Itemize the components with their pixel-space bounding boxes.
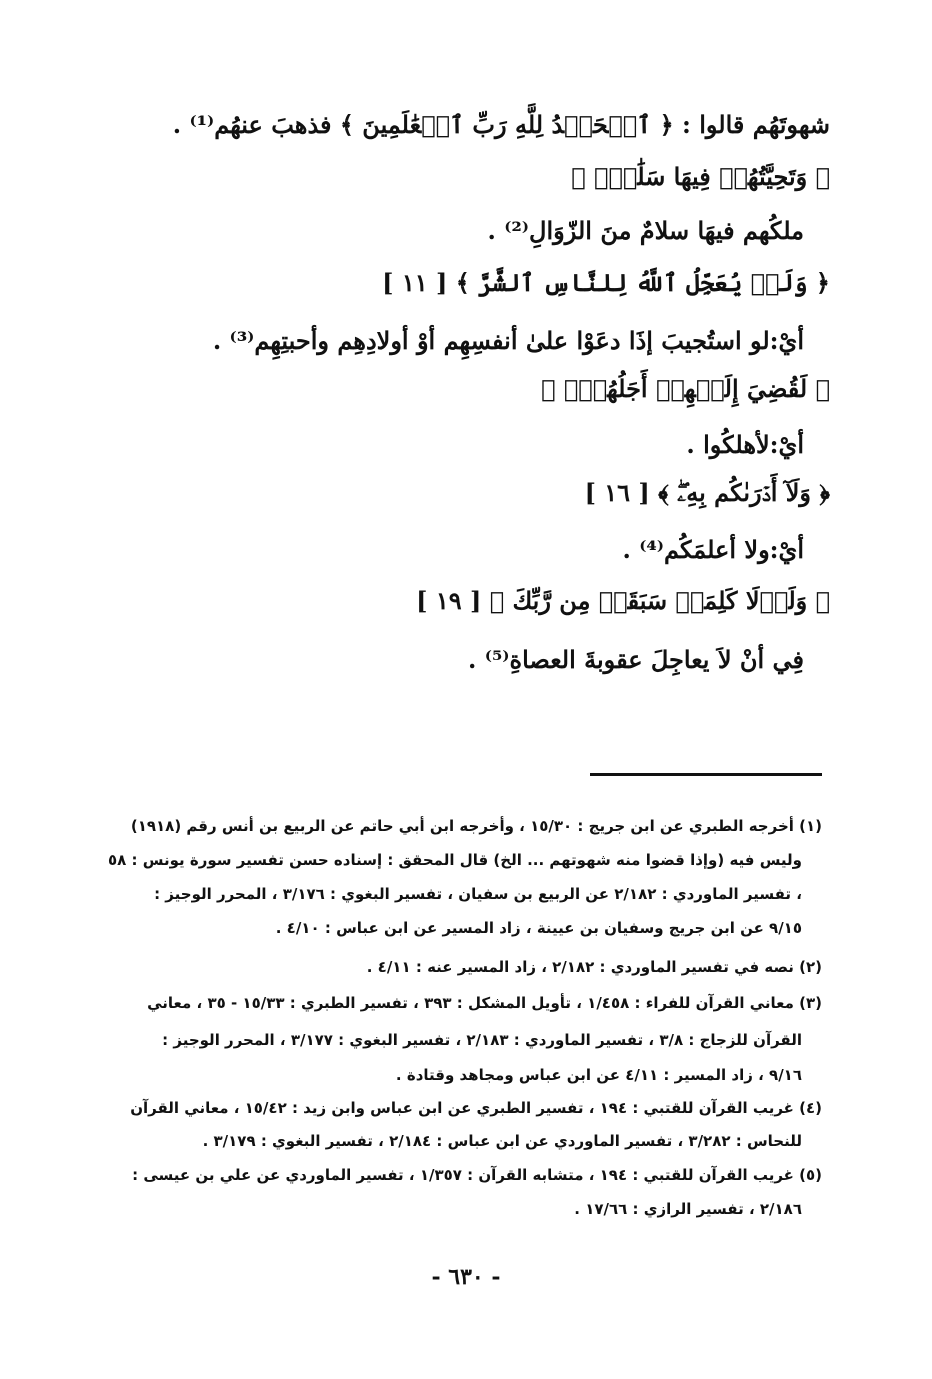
footnote-3-line-1: (٣) معاني القرآن للفراء : ١/٤٥٨ ، تأويل المشكل : ٣٩٣ ، تفسير الطبري : ١٥/٣٣ - ٣٥ ، معاني: [147, 994, 822, 1012]
footnote-1-line-3: ، تفسير الماوردي : ٢/١٨٢ عن الربيع بن سفيان ، تفسير البغوي : ٣/١٧٦ ، المحرر الوجيز :: [154, 885, 802, 903]
text-line-1: شهوتَهُم قالوا : ﴿ ٱلۡحَمۡدُ لِلَّهِ رَبِّ ٱلۡعَٰلَمِينَ ﴾ فذهبَ عنهُم⁽¹⁾ .: [172, 110, 830, 139]
quran-verse-4: ﴿ وَلَآ أَدۡرَىٰكُم بِهِۦۖ ﴾ [ ١٦ ]: [584, 478, 830, 507]
footnote-1-line-2: وليس فيه (وإذا قضوا منه شهوتهم ... الخ) قال المحقق : إسناده حسن تفسير سورة يونس : ٥٨: [108, 851, 802, 869]
text-line-5: أيْ:ولا أعلمَكُم⁽⁴⁾ .: [622, 535, 804, 564]
footnote-separator: [590, 773, 822, 776]
text-line-2: ملكُهم فيهَا سلامٌ منَ الزّوَالِ⁽²⁾ .: [487, 216, 804, 245]
text-line-3: أيْ:لو استُجيبَ إذَا دعَوْا علىٰ أنفسِهِم أوْ أولادِهِم وأحبتِهِم⁽³⁾ .: [212, 326, 804, 355]
footnote-3-line-2: القرآن للزجاج : ٣/٨ ، تفسير الماوردي : ٢/١٨٣ ، تفسير البغوي : ٣/١٧٧ ، المحرر الوجيز :: [162, 1031, 802, 1049]
text-line-4: أيْ:لأهلكُوا .: [686, 430, 804, 459]
footnote-1-line-4: ٩/١٥ عن ابن جريج وسفيان بن عيينة ، زاد المسير عن ابن عباس : ٤/١٠ .: [275, 919, 802, 937]
quran-verse-3: ﴿ لَقُضِيَ إِلَيۡهِمۡ أَجَلُهُمۡۖ ﴾: [541, 374, 830, 403]
footnote-4-line-2: للنحاس : ٣/٢٨٢ ، تفسير الماوردي عن ابن عباس : ٢/١٨٤ ، تفسير البغوي : ٣/١٧٩ .: [202, 1132, 802, 1150]
footnote-5-line-1: (٥) غريب القرآن للقتبي : ١٩٤ ، متشابه القرآن : ١/٣٥٧ ، تفسير الماوردي عن علي بن عيسى :: [132, 1166, 822, 1184]
footnote-3-line-3: ٩/١٦ ، زاد المسير : ٤/١١ عن ابن عباس ومجاهد وقتادة .: [395, 1066, 802, 1084]
footnote-1-line-1: (١) أخرجه الطبري عن ابن جريج : ١٥/٣٠ ، وأخرجه ابن أبي حاتم عن الربيع بن أنس رقم (١٩١٨): [130, 817, 822, 835]
footnote-4-line-1: (٤) غريب القرآن للقتبي : ١٩٤ ، تفسير الطبري عن ابن عباس وابن زيد : ١٥/٤٢ ، معاني القرآن: [130, 1099, 822, 1117]
quran-verse-1: ﴿ وَتَحِيَّتُهُمۡ فِيهَا سَلَٰمٞۚ ﴾: [571, 162, 830, 191]
page-number: - ٦٣٠ -: [431, 1264, 501, 1290]
text-line-6: فِي أنْ لاَ يعاجِلَ عقوبةَ العصاةِ⁽⁵⁾ .: [467, 645, 804, 674]
quran-verse-5: ﴿ وَلَوۡلَا كَلِمَةٞ سَبَقَتۡ مِن رَّبِّكَ ﴾ [ ١٩ ]: [416, 586, 830, 615]
footnote-5-line-2: ٢/١٨٦ ، تفسير الرازي : ١٧/٦٦ .: [574, 1200, 802, 1218]
quran-verse-2: ﴿ وَلَوۡ يُعَجِّلُ ٱللَّهُ لِلنَّاسِ ٱلشَّرَّ ﴾ [ ١١ ]: [382, 268, 830, 297]
footnote-2: (٢) نصه في تفسير الماوردي : ٢/١٨٢ ، زاد المسير عنه : ٤/١١ .: [366, 958, 822, 976]
